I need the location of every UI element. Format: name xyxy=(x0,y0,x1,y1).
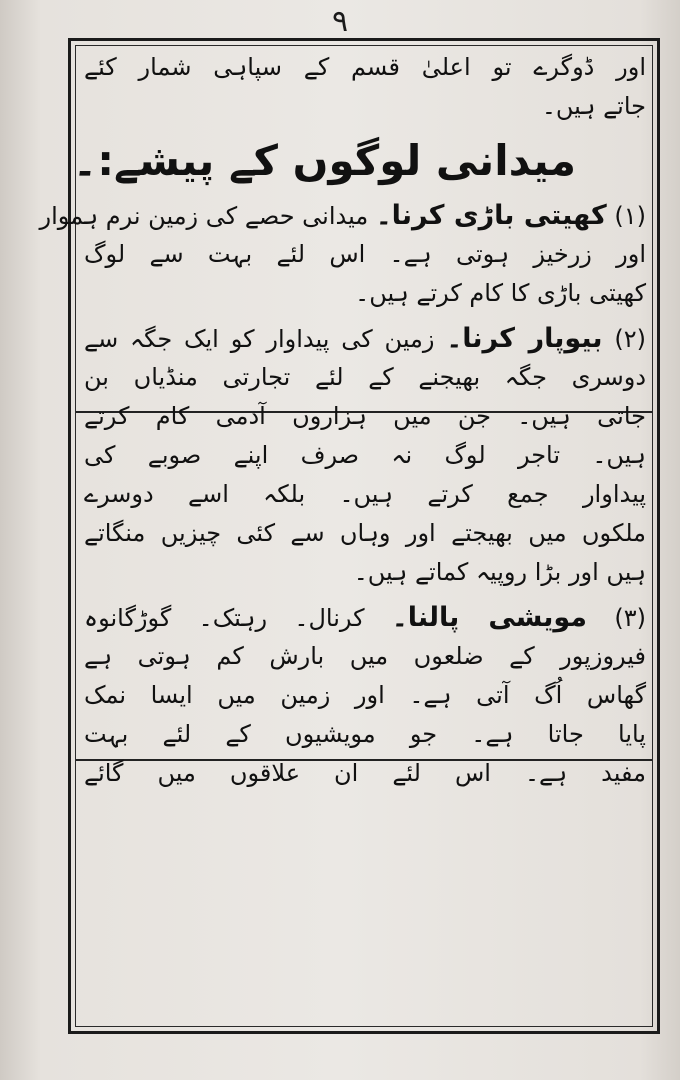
text-line: اور ڈوگرے تو اعلیٰ قسم کے سپاہی شمار کئے xyxy=(84,53,646,81)
section-3-text: کرنال۔ رہتک۔ گوڑگانوہ xyxy=(84,604,365,632)
text-line: پایا جاتا ہے۔ جو مویشیوں کے لئے بہت xyxy=(84,720,646,748)
page-body xyxy=(39,48,646,793)
text-line: دوسری جگہ بھیجنے کے لئے تجارتی منڈیاں بن xyxy=(84,363,646,391)
text-line: پیداوار جمع کرتے ہیں۔ بلکہ اسے دوسرے xyxy=(84,480,646,508)
section-2-title: بیوپار کرنا۔ xyxy=(446,323,603,354)
section-2-first-line xyxy=(84,319,646,358)
text-line: جاتے ہیں۔ xyxy=(541,92,646,120)
text-line: جاتی ہیں۔ جن میں ہزاروں آدمی کام کرتے xyxy=(84,402,646,430)
text-line: مفید ہے۔ اس لئے ان علاقوں میں گائے xyxy=(84,759,646,787)
text-line: گھاس اُگ آتی ہے۔ اور زمین میں ایسا نمک xyxy=(84,681,646,709)
text-line: ملکوں میں بھیجتے اور وہاں سے کئی چیزیں منگاتے xyxy=(84,519,646,547)
text-line: ہیں۔ تاجر لوگ نہ صرف اپنے صوبے کی xyxy=(84,441,646,469)
section-3-first-line xyxy=(84,598,646,637)
page-number: ۹ xyxy=(331,4,349,39)
section-1-marker: (۱) xyxy=(614,202,646,230)
text-line: کھیتی باڑی کا کام کرتے ہیں۔ xyxy=(355,279,646,307)
section-1-text: میدانی حصے کی زمین نرم ہموار xyxy=(39,202,369,230)
text-line: اور زرخیز ہوتی ہے۔ اس لئے بہت سے لوگ xyxy=(84,240,646,268)
section-2-text: زمین کی پیداوار کو ایک جگہ سے xyxy=(84,325,435,353)
text-line: ہیں اور بڑا روپیہ کماتے ہیں۔ xyxy=(353,558,646,586)
section-3-title: مویشی پالنا۔ xyxy=(391,602,587,633)
section-1-title: کھیتی باڑی کرنا۔ xyxy=(375,200,607,231)
section-heading: میدانی لوگوں کے پیشے:۔ xyxy=(72,136,576,185)
section-1-first-line xyxy=(39,196,646,235)
section-3-marker: (۳) xyxy=(614,604,646,632)
section-2-marker: (۲) xyxy=(614,325,646,353)
text-line: فیروزپور کے ضلعوں میں بارش کم ہوتی ہے xyxy=(84,642,646,670)
